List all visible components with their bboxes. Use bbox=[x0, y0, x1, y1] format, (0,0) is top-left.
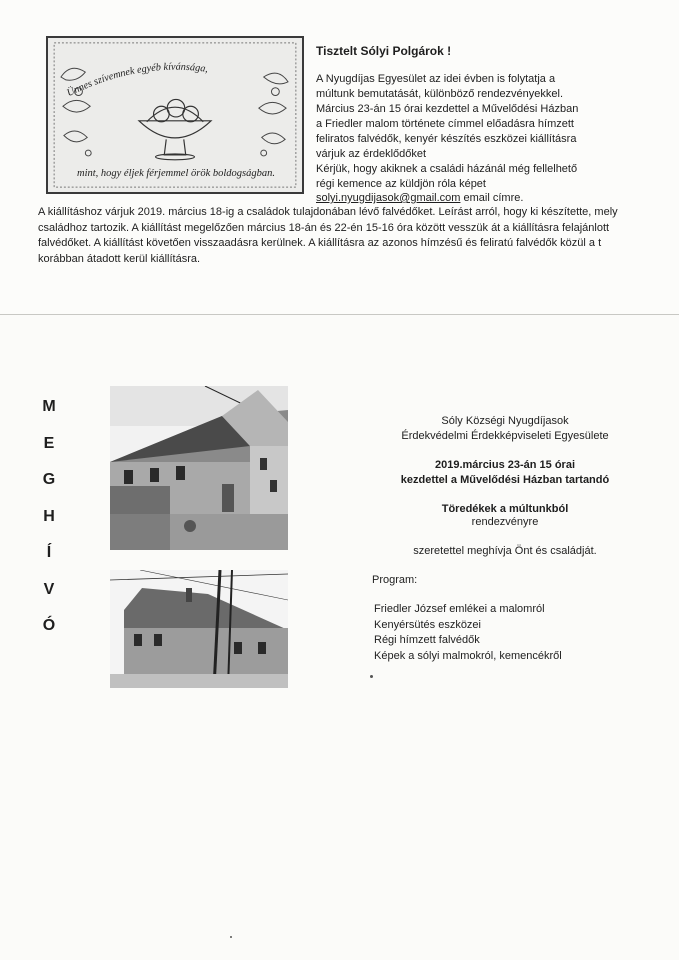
title-letter: G bbox=[42, 471, 56, 488]
vertical-title bbox=[38, 398, 60, 654]
scan-speck bbox=[370, 675, 373, 678]
title-letter: Ó bbox=[42, 617, 56, 634]
program-item: Kenyérsütés eszközei bbox=[374, 618, 481, 631]
title-letter: Í bbox=[46, 544, 52, 561]
email-line bbox=[316, 192, 523, 204]
title-letter: V bbox=[43, 580, 55, 598]
program-item: Régi hímzett falvédők bbox=[374, 634, 480, 646]
program-item: Friedler József emlékei a malomról bbox=[374, 603, 545, 615]
title-letter: E bbox=[43, 434, 55, 452]
embroidery-top-text: Ünnes szívemnek egyéb kívánsága, bbox=[65, 61, 209, 100]
letter-body: A kiállításhoz várjuk 2019. március 18-ig a családok tulajdonában lévő falvédőket. Leírást arról, hogy ki készítette, mely családhoz tartozik. A kiállítást megelőzően március 18-án és 22-én 15-16 óra között vesszük át a kiállításra felajánlott falvédőket. A kiállítást követően visszaadásra kerülnek. A kiállításra az azonos hímzésű és feliratú falvédők közül a t korábban átadott kerül kiállításra. bbox=[38, 206, 618, 265]
scan-speck bbox=[230, 936, 232, 938]
event-title: Töredékek a múltunkból bbox=[441, 503, 569, 515]
program-item: Képek a sólyi malmokról, kemencékről bbox=[374, 649, 562, 662]
old-house-photo bbox=[110, 570, 288, 688]
event-subtitle: rendezvényre bbox=[471, 516, 539, 528]
embroidery-bottom-text: mint, hogy éljek férjemmel örök boldogságban. bbox=[76, 168, 275, 179]
organization-line1: Sóly Községi Nyugdíjasok bbox=[441, 415, 569, 427]
email-suffix: email címre. bbox=[460, 192, 524, 204]
embroidery-image bbox=[46, 36, 304, 194]
page-fold-divider bbox=[0, 314, 679, 315]
email-link[interactable]: solyi.nyugdijasok@gmail.com bbox=[316, 192, 461, 204]
program-label: Program: bbox=[372, 574, 418, 586]
organization-line2: Érdekvédelmi Érdekképviseleti Egyesülete bbox=[401, 430, 609, 442]
letter-intro: A Nyugdíjas Egyesület az idei évben is folytatja a múltunk bemutatását, különböző rendezvényekkel. Március 23-án 15 órai kezdettel a Művelődési Házban a Friedler malom története címmel előadásra hímzett feliratos falvédők, kenyér készítés eszközei kiállításra várjuk az érdeklődőket Kérjük, hogy akiknek a családi házánál még fellelhető régi kemence az küldjön róla képet bbox=[316, 73, 579, 190]
mill-house-photo bbox=[110, 386, 288, 550]
date-line1: 2019.március 23-án 15 órai bbox=[434, 459, 576, 471]
date-line2: kezdettel a Művelődési Házban tartandó bbox=[400, 474, 610, 486]
program-list bbox=[374, 602, 562, 664]
svg-text:Ünnes szívemnek egyéb kívánság bbox=[65, 62, 209, 99]
letter-greeting: Tisztelt Sólyi Polgárok ! bbox=[316, 44, 452, 58]
welcome-text: szeretettel meghívja Önt és családját. bbox=[413, 545, 597, 557]
title-letter: H bbox=[43, 507, 55, 525]
title-letter: M bbox=[42, 398, 56, 415]
